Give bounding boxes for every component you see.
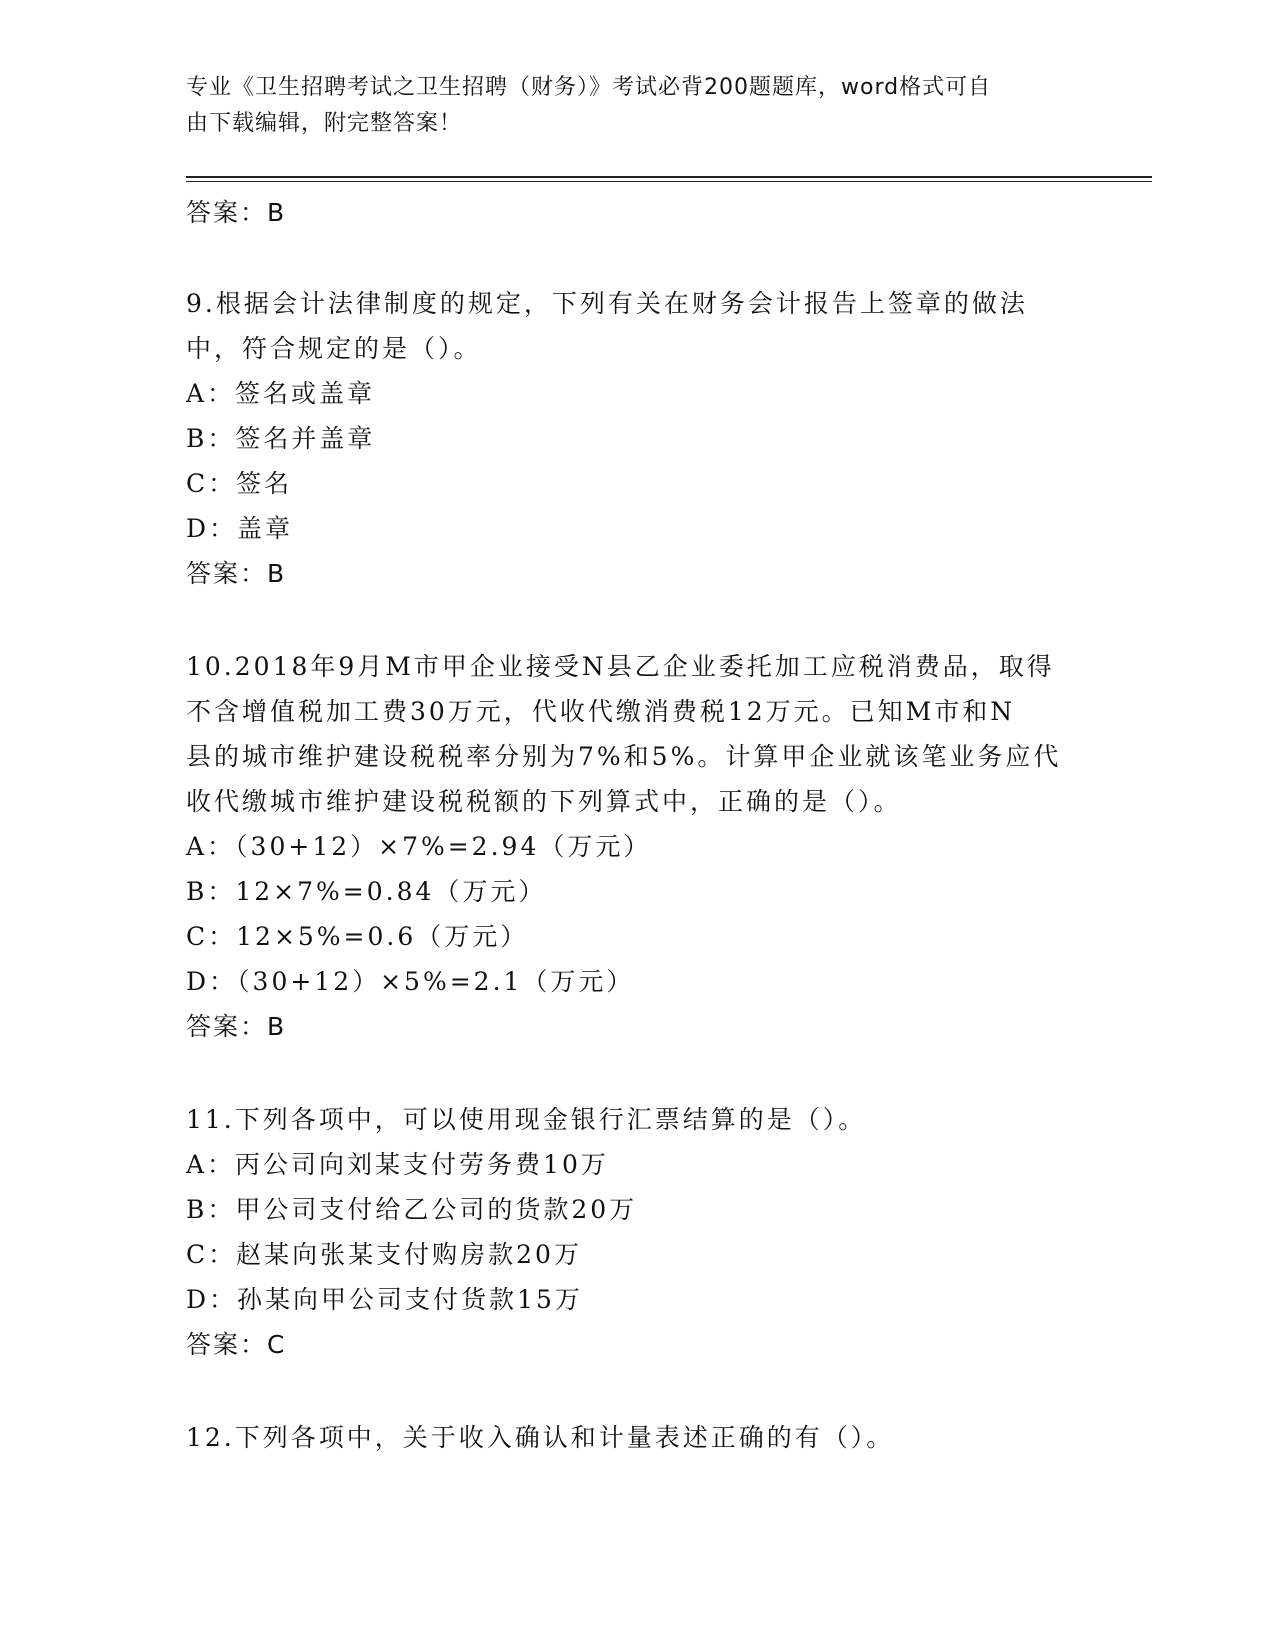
document-header — [186, 70, 1066, 142]
option-d: D：盖章 — [186, 514, 294, 543]
question-text: 不含增值税加工费30万元，代收代缴消费税12万元。已知M市和N — [186, 697, 1016, 726]
question-text: 中，符合规定的是（）。 — [186, 334, 482, 363]
option-a: A：丙公司向刘某支付劳务费10万 — [186, 1150, 609, 1179]
question-9 — [186, 281, 1086, 596]
header-divider — [186, 176, 1152, 178]
question-text: 10.2018年9月M市甲企业接受N县乙企业委托加工应税消费品，取得 — [186, 652, 1055, 681]
header-line-1: 专业《卫生招聘考试之卫生招聘（财务）》考试必背200题题库，word格式可自 — [186, 75, 992, 100]
question-text: 收代缴城市维护建设税税额的下列算式中，正确的是（）。 — [186, 787, 902, 816]
option-a: A：签名或盖章 — [186, 379, 376, 408]
question-text: 12.下列各项中，关于收入确认和计量表述正确的有（）。 — [186, 1423, 895, 1452]
question-text: 11.下列各项中，可以使用现金银行汇票结算的是（）。 — [186, 1105, 867, 1134]
answer-line: 答案：C — [186, 1330, 287, 1359]
question-12 — [186, 1415, 1086, 1460]
option-b: B：签名并盖章 — [186, 424, 376, 453]
option-b: B：甲公司支付给乙公司的货款20万 — [186, 1195, 638, 1224]
header-divider-thin — [186, 181, 1152, 182]
header-line-2: 由下载编辑，附完整答案！ — [186, 111, 463, 136]
option-d: D：孙某向甲公司支付货款15万 — [186, 1285, 583, 1314]
option-b: B：12×7%=0.84（万元） — [186, 877, 547, 906]
option-d: D：（30+12）×5%=2.1（万元） — [186, 967, 635, 996]
option-c: C：12×5%=0.6（万元） — [186, 922, 529, 951]
option-c: C：赵某向张某支付购房款20万 — [186, 1240, 582, 1269]
answer-line: 答案：B — [186, 559, 287, 588]
question-10 — [186, 644, 1086, 1049]
question-11 — [186, 1097, 1086, 1367]
question-text: 县的城市维护建设税税率分别为7%和5%。计算甲企业就该笔业务应代 — [186, 742, 1062, 771]
option-c: C：签名 — [186, 469, 293, 498]
option-a: A：（30+12）×7%=2.94（万元） — [186, 832, 652, 861]
answer-line: 答案：B — [186, 198, 287, 227]
document-body — [186, 190, 1086, 1460]
question-text: 9.根据会计法律制度的规定，下列有关在财务会计报告上签章的做法 — [186, 289, 1028, 318]
answer-line: 答案：B — [186, 1012, 287, 1041]
